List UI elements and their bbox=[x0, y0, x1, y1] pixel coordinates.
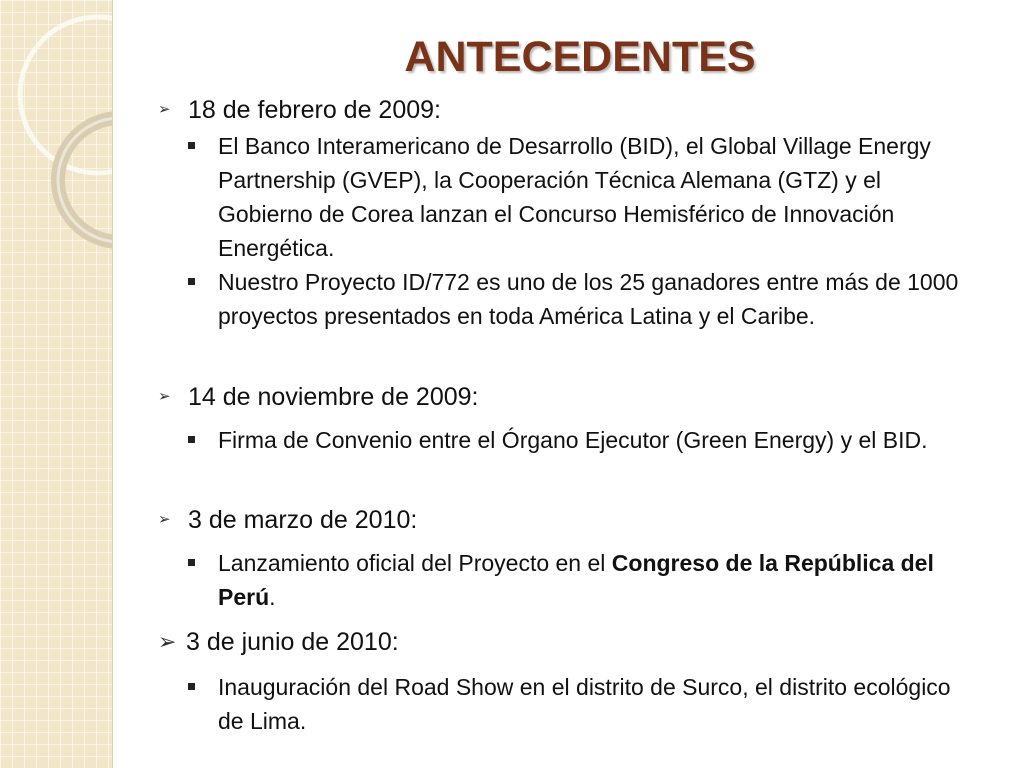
section-date-text: 3 de junio de 2010: bbox=[186, 628, 399, 656]
square-bullet-icon bbox=[188, 559, 195, 566]
bullet-text: El Banco Interamericano de Desarrollo (BID), el Global Village Energy Partnership (GVEP), la Cooperación Técnica Alemana (GTZ) y el Gobierno de Corea lanzan el Concurso Hemisférico de Innovación Energética. bbox=[218, 133, 931, 261]
section-date-text: 3 de marzo de 2010: bbox=[188, 506, 418, 534]
square-bullet-icon bbox=[188, 683, 195, 690]
arrow-bullet-icon: ➢ bbox=[158, 511, 171, 528]
bullet-item bbox=[188, 670, 978, 738]
section-date bbox=[158, 627, 399, 657]
section-date-text: 14 de noviembre de 2009: bbox=[188, 383, 479, 411]
bullet-item bbox=[188, 546, 978, 614]
bullet-text-bold: Congreso de la República del Perú bbox=[218, 550, 934, 610]
arrow-bullet-icon: ➢ bbox=[158, 629, 177, 654]
bullet-text bbox=[218, 546, 978, 614]
slide-title: ANTECEDENTES bbox=[404, 33, 756, 81]
bullet-item bbox=[188, 265, 978, 333]
section-date bbox=[158, 382, 479, 412]
square-bullet-icon bbox=[188, 436, 195, 443]
section-date bbox=[158, 95, 441, 125]
decorative-side-panel bbox=[0, 0, 113, 768]
arrow-bullet-icon: ➢ bbox=[158, 388, 171, 405]
arrow-bullet-icon: ➢ bbox=[158, 101, 171, 118]
section-date bbox=[158, 505, 417, 535]
square-bullet-icon bbox=[188, 142, 195, 149]
square-bullet-icon bbox=[188, 278, 195, 285]
bullet-text: Nuestro Proyecto ID/772 es uno de los 25 ganadores entre más de 1000 proyectos presentados en toda América Latina y el Caribe. bbox=[218, 269, 959, 329]
bullet-text-regular: Lanzamiento oficial del Proyecto en el bbox=[218, 550, 612, 576]
bullet-item bbox=[188, 423, 978, 457]
bullet-text: Inauguración del Road Show en el distrito de Surco, el distrito ecológico de Lima. bbox=[218, 674, 951, 734]
section-date-text: 18 de febrero de 2009: bbox=[188, 96, 441, 124]
decorative-rings-icon bbox=[0, 0, 112, 768]
bullet-text: Firma de Convenio entre el Órgano Ejecutor (Green Energy) y el BID. bbox=[218, 427, 928, 453]
bullet-item bbox=[188, 129, 978, 265]
bullet-text-regular: . bbox=[269, 584, 276, 610]
